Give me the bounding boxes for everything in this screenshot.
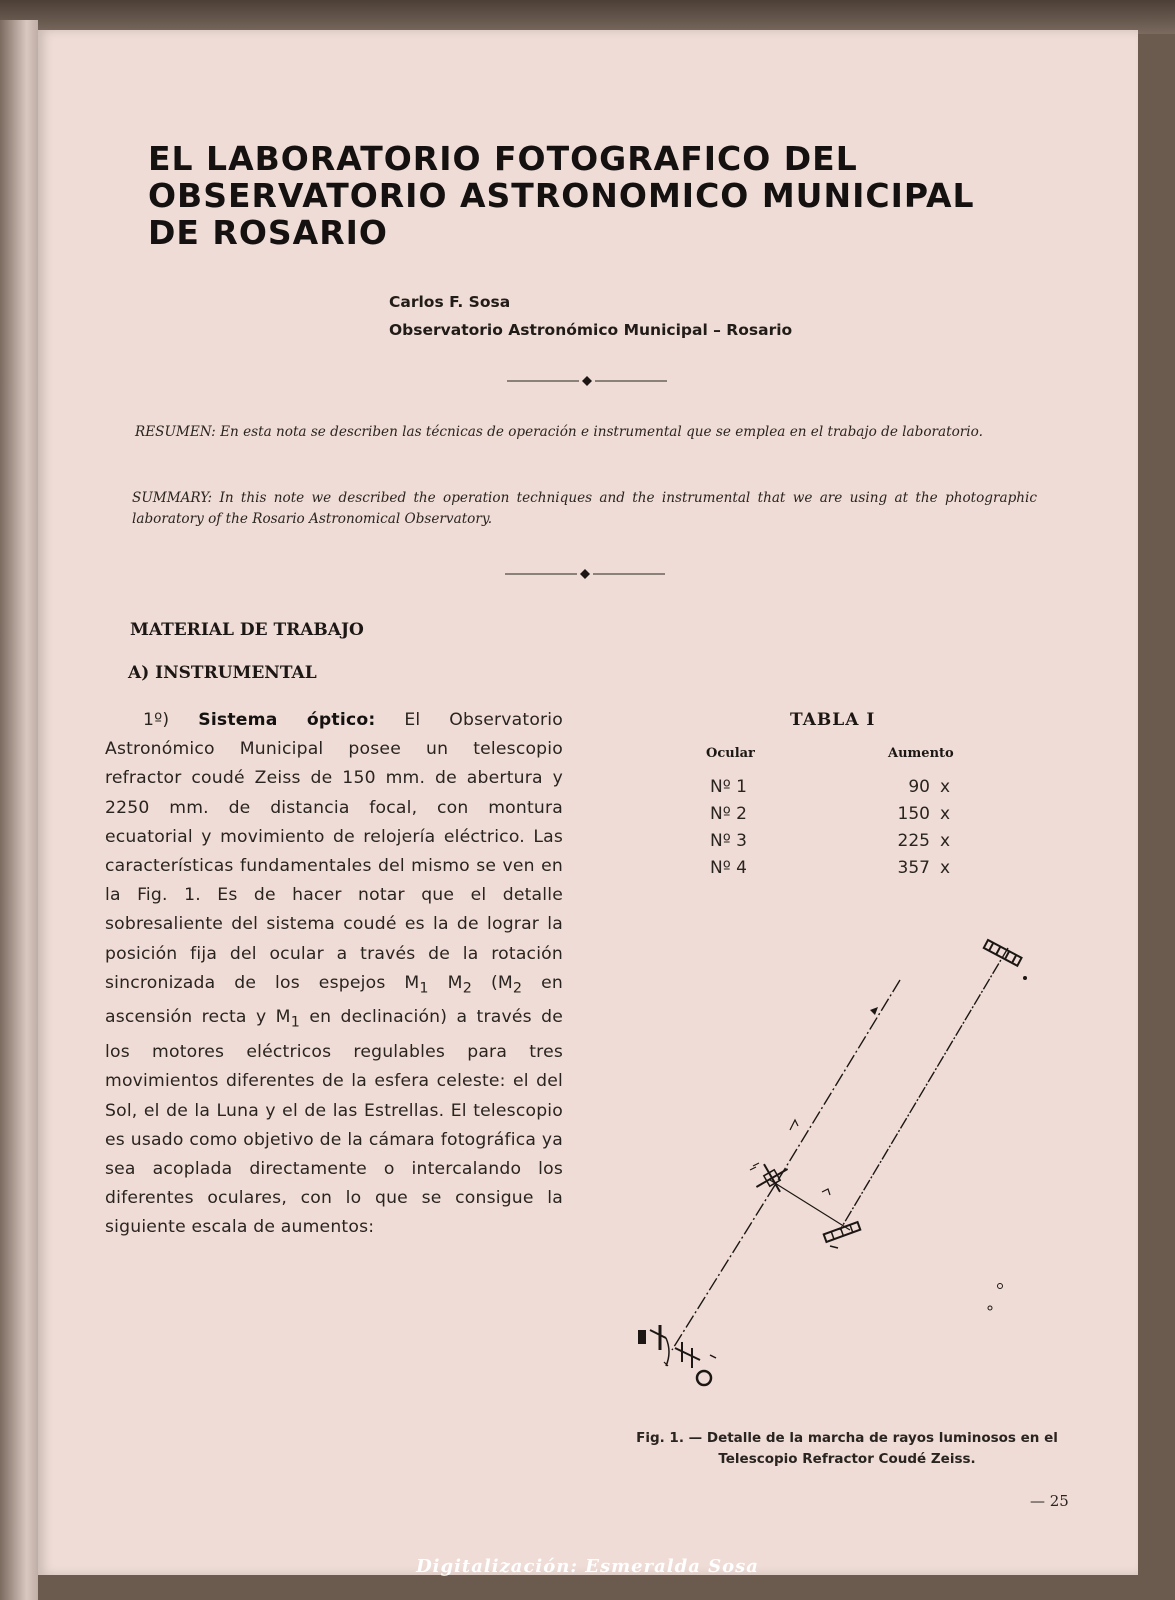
summary-label: SUMMARY: xyxy=(132,490,213,506)
page-number: — 25 xyxy=(1030,1492,1069,1510)
resumen-text: En esta nota se describen las técnicas de operación e instrumental que se emplea en el trabajo de laboratorio. xyxy=(220,424,983,440)
table-cell-unit: x xyxy=(940,804,951,824)
lead-bold: Sistema óptico: xyxy=(198,710,376,730)
table-header-ocular: Ocular xyxy=(706,746,755,761)
table-cell-aumento: 357 xyxy=(897,858,930,878)
title-line-2: OBSERVATORIO ASTRONOMICO MUNICIPAL xyxy=(148,176,975,215)
declination-axis-line xyxy=(840,948,1008,1230)
resumen-paragraph xyxy=(135,422,1035,443)
figure-caption xyxy=(612,1428,1082,1470)
table-cell-ocular: Nº 2 xyxy=(710,804,747,824)
subsection-heading: A) INSTRUMENTAL xyxy=(128,663,317,683)
table-cell-ocular: Nº 4 xyxy=(710,858,747,878)
caption-line-2: Telescopio Refractor Coudé Zeiss. xyxy=(718,1451,976,1467)
table-cell-aumento: 90 xyxy=(908,777,930,797)
table-cell-aumento: 225 xyxy=(897,831,930,851)
body-text-4: en ascensión recta y M xyxy=(105,972,563,1028)
table-cell-ocular: Nº 1 xyxy=(710,777,747,797)
subscript: 1 xyxy=(290,1014,301,1031)
arrow-marker-icon xyxy=(870,1007,878,1015)
background-top-edge xyxy=(0,0,1175,34)
body-text-1: El Observatorio Astronómico Municipal posee un telescopio refractor coudé Zeiss de 150 mm. de abertura y 2250 mm. de distancia focal, con montura ecuatorial y movimiento de relojería eléctrico. Las características fundamentales del mismo se ven en la Fig. 1. Es de hacer notar que el detalle sobresaliente del sistema coudé es la de lograr la posición fija del ocular a través de la rotación sincronizada de los espejos M xyxy=(105,710,563,993)
body-text-2: M xyxy=(428,972,463,993)
subscript: 2 xyxy=(512,980,523,997)
optical-axis-line xyxy=(672,1185,775,1350)
author-block xyxy=(389,288,792,344)
table-cell-aumento: 150 xyxy=(897,804,930,824)
table-cell-unit: x xyxy=(940,858,951,878)
subscript: 2 xyxy=(462,980,473,997)
body-text-3: (M xyxy=(472,972,513,993)
title-line-3: DE ROSARIO xyxy=(148,213,388,252)
eyepiece-assembly-icon xyxy=(638,1325,716,1385)
subscript: 1 xyxy=(419,980,429,997)
body-text-5: en declinación) a través de los motores eléctricos regulables para tres movimientos diferentes de la esfera celeste: el del Sol, el de la Luna y el de las Estrellas. El telescopio es usado como objetivo de la cámara fotográfica ya sea acoplada directamente o intercalando los diferentes oculares, con lo que se consigue la siguiente escala de aumentos: xyxy=(105,1007,563,1238)
ornamental-divider xyxy=(505,568,665,580)
caption-line-1: Fig. 1. — Detalle de la marcha de rayos luminosos en el xyxy=(636,1430,1058,1446)
objective-lens-icon xyxy=(984,940,1022,966)
table-cell-ocular: Nº 3 xyxy=(710,831,747,851)
table-cell-unit: x xyxy=(940,831,951,851)
ornamental-divider xyxy=(507,375,667,387)
summary-text: In this note we described the operation techniques and the instrumental that we are using at the photographic laboratory of the Rosario Astronomical Observatory. xyxy=(132,490,1038,527)
table-title: TABLA I xyxy=(790,710,876,730)
binding-edge xyxy=(0,20,38,1600)
article-title xyxy=(148,140,1048,251)
body-paragraph xyxy=(105,706,563,1243)
ray-line xyxy=(770,1180,850,1230)
table-header-aumento: Aumento xyxy=(888,746,954,761)
table-cell-unit: x xyxy=(940,777,951,797)
summary-paragraph xyxy=(132,488,1037,530)
section-heading: MATERIAL DE TRABAJO xyxy=(130,620,364,640)
telescope-ray-diagram xyxy=(620,930,1040,1410)
mirror-m2-icon xyxy=(748,1155,795,1201)
author-affiliation: Observatorio Astronómico Municipal – Rosario xyxy=(389,321,793,339)
optical-axis-line xyxy=(775,980,900,1185)
digitization-credit: Digitalización: Esmeralda Sosa xyxy=(416,1556,759,1577)
lead-number: 1º) xyxy=(143,710,170,730)
title-line-1: EL LABORATORIO FOTOGRAFICO DEL xyxy=(148,139,858,178)
author-name: Carlos F. Sosa xyxy=(389,293,511,311)
resumen-label: RESUMEN: xyxy=(135,424,216,440)
